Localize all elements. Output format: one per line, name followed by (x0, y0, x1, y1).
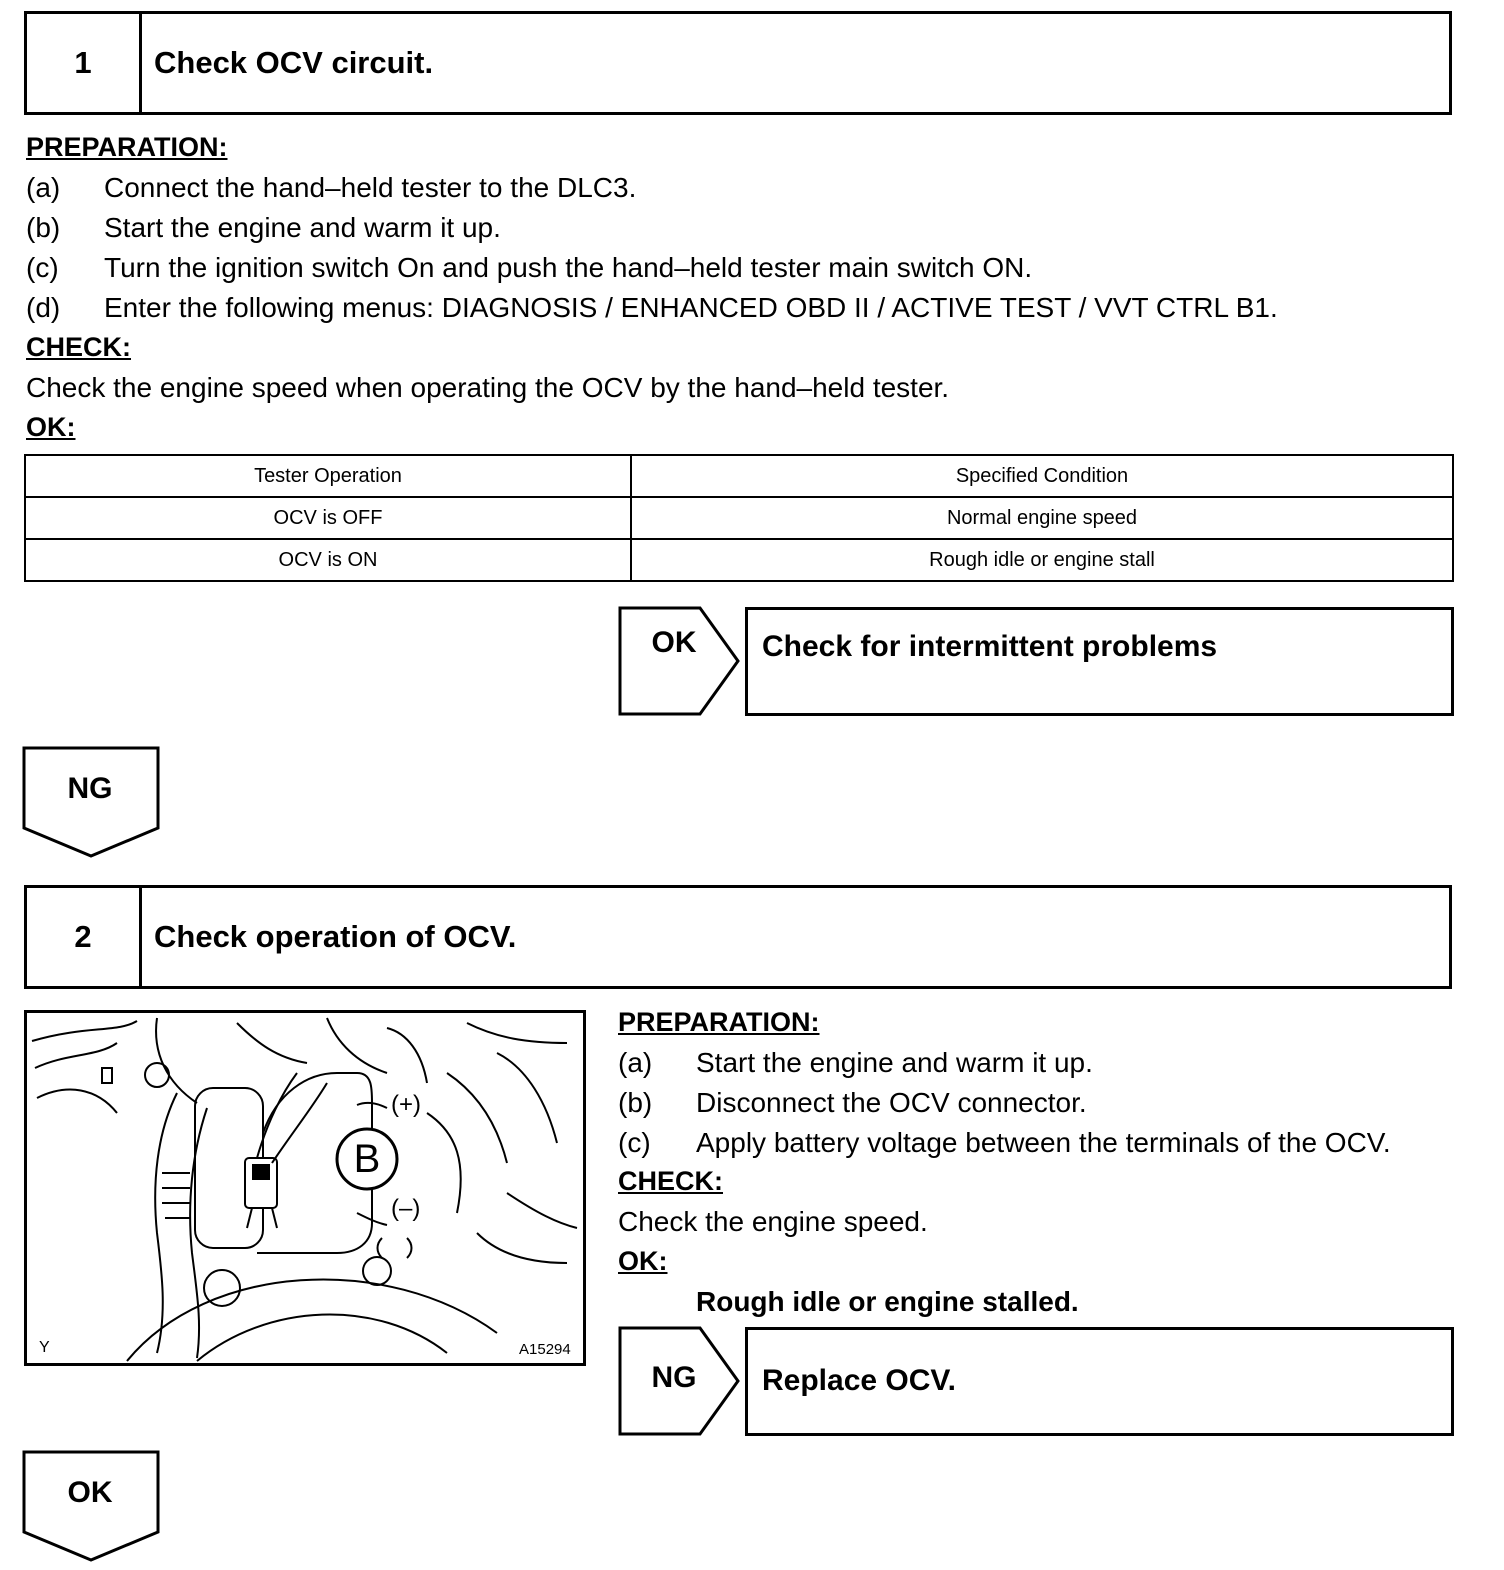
step-1-prep-item-b (26, 212, 501, 244)
step-1-prep-item-a (26, 172, 636, 204)
prep-item-label: (b) (26, 212, 61, 243)
table-cell: OCV is ON (25, 539, 631, 581)
step-1-check-text: Check the engine speed when operating the OCV by the hand–held tester. (26, 372, 950, 403)
step-1-ok-label: OK (651, 626, 697, 659)
step-2-prep-item-a (618, 1047, 1093, 1079)
step-2-preparation-heading: PREPARATION: (618, 1007, 820, 1037)
step-2-ok-label: OK (67, 1476, 113, 1509)
prep-item-text: Enter the following menus: DIAGNOSIS / ENHANCED OBD II / ACTIVE TEST / VVT CTRL B1. (104, 292, 1278, 323)
step-1-ok-result-box (745, 607, 1454, 716)
step-1-preparation-heading: PREPARATION: (26, 132, 228, 162)
step-2-check-text: Check the engine speed. (618, 1206, 928, 1237)
step-1-prep-item-d (26, 292, 1278, 324)
table-header-row (25, 455, 1453, 497)
table-cell: Normal engine speed (631, 497, 1453, 539)
prep-item-text: Connect the hand–held tester to the DLC3. (104, 172, 637, 203)
step-2-prep-item-c (618, 1127, 1391, 1159)
step-1-ok-result-text: Check for intermittent problems (762, 630, 1218, 663)
prep-item-text: Start the engine and warm it up. (696, 1047, 1093, 1078)
ok-right-arrow-icon (618, 606, 742, 718)
prep-item-label: (b) (618, 1087, 653, 1118)
step-2-title: Check operation of OCV. (154, 919, 517, 954)
step-1-ok-heading: OK: (26, 412, 76, 442)
figure-id-label: A15294 (519, 1341, 571, 1358)
prep-item-label: (a) (26, 172, 61, 203)
step-2-ok-value: Rough idle or engine stalled. (696, 1286, 1079, 1317)
step-1-check-heading: CHECK: (26, 332, 131, 362)
table-cell: Rough idle or engine stall (631, 539, 1453, 581)
prep-item-label: (c) (26, 252, 59, 283)
step-2-ng-label: NG (651, 1361, 697, 1394)
prep-item-text: Apply battery voltage between the terminals of the OCV. (696, 1127, 1391, 1158)
step-2-ok-heading: OK: (618, 1246, 668, 1276)
step-2-check-heading: CHECK: (618, 1166, 723, 1196)
engine-bay-drawing-icon (27, 1013, 583, 1363)
step-1-header (24, 11, 1452, 115)
table-header-cell: Specified Condition (631, 455, 1453, 497)
step-2-header (24, 885, 1452, 989)
step-2-ng-result-box (745, 1327, 1454, 1436)
step-2-ng-result-text: Replace OCV. (762, 1364, 956, 1397)
step-2-number: 2 (27, 888, 142, 986)
prep-item-text: Disconnect the OCV connector. (696, 1087, 1087, 1118)
specified-condition-table (24, 454, 1454, 582)
prep-item-label: (c) (618, 1127, 651, 1158)
figure-corner-label: Y (39, 1339, 50, 1356)
prep-item-label: (a) (618, 1047, 653, 1078)
step-1-prep-item-c (26, 252, 1032, 284)
figure-plus-label: (+) (391, 1091, 421, 1118)
table-row (25, 539, 1453, 581)
figure-circle-label: B (353, 1137, 381, 1181)
figure-minus-label: (–) (391, 1195, 421, 1222)
step-1-ng-label: NG (67, 772, 113, 805)
prep-item-text: Turn the ignition switch On and push the hand–held tester main switch ON. (104, 252, 1033, 283)
step-1-number: 1 (27, 14, 142, 112)
table-row (25, 497, 1453, 539)
ocv-connector-figure (24, 1010, 586, 1366)
prep-item-text: Start the engine and warm it up. (104, 212, 501, 243)
step-1-title: Check OCV circuit. (154, 45, 434, 80)
table-cell: OCV is OFF (25, 497, 631, 539)
step-2-prep-item-b (618, 1087, 1087, 1119)
table-header-cell: Tester Operation (25, 455, 631, 497)
prep-item-label: (d) (26, 292, 61, 323)
